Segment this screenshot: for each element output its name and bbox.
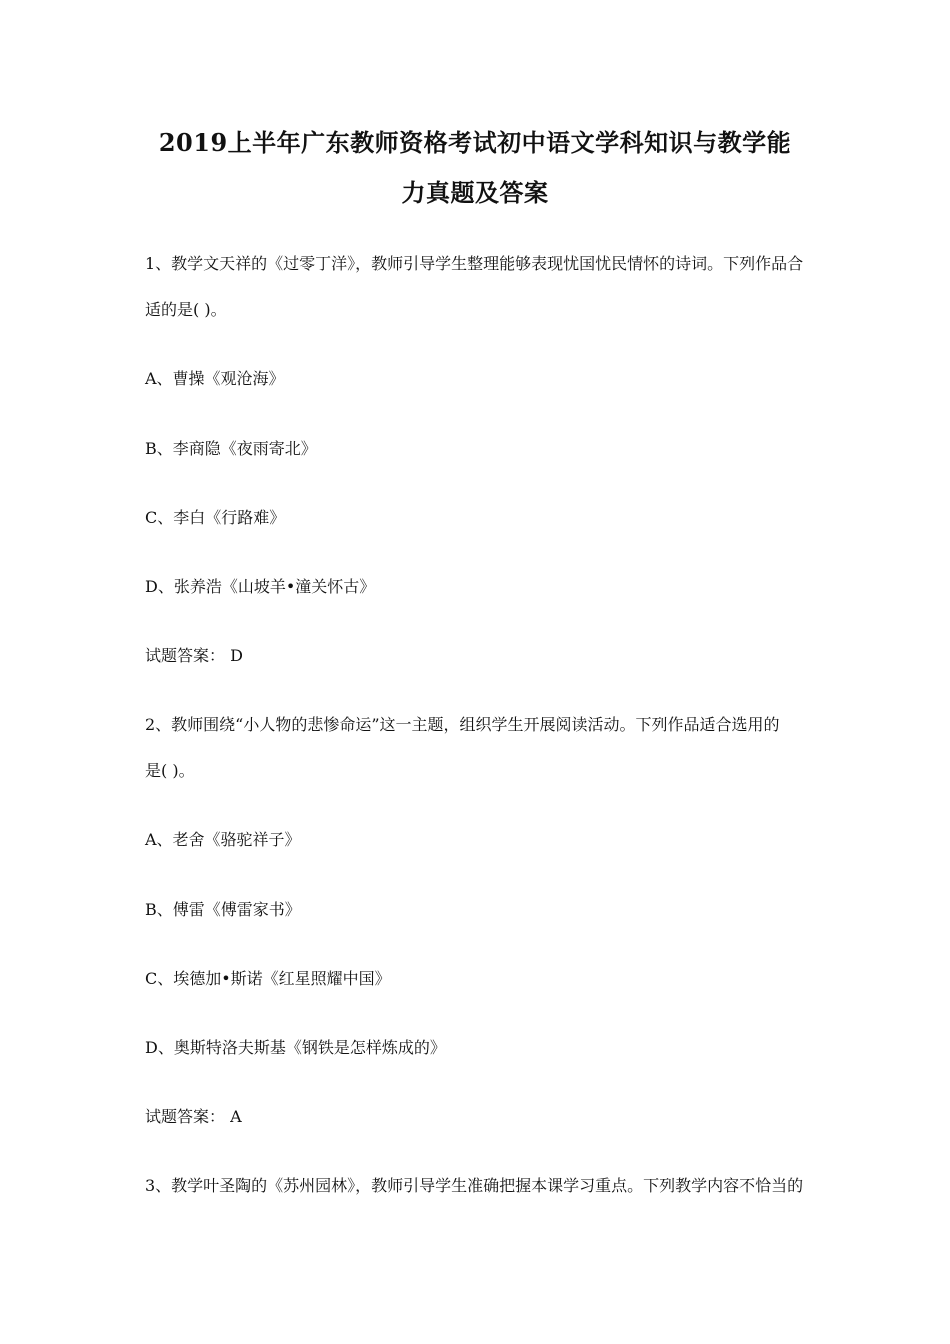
question-1-option-d: D、张养浩《山坡羊•潼关怀古》 bbox=[145, 577, 376, 596]
question-1-option-b: B、李商隐《夜雨寄北》 bbox=[145, 439, 317, 458]
question-2-option-b: B、傅雷《傅雷家书》 bbox=[145, 900, 301, 919]
question-1-answer: 试题答案： D bbox=[145, 646, 243, 665]
question-1-stem-line-1: 1、教学文天祥的《过零丁洋》，教师引导学生整理能够表现忧国忧民情怀的诗词。下列作品合 bbox=[145, 254, 804, 273]
question-1-option-c: C、李白《行路难》 bbox=[145, 508, 286, 527]
document-title-line-2: 力真题及答案 bbox=[401, 178, 549, 207]
question-2-option-a: A、老舍《骆驼祥子》 bbox=[145, 830, 301, 849]
question-2-option-d: D、奥斯特洛夫斯基《钢铁是怎样炼成的》 bbox=[145, 1038, 446, 1057]
question-2-answer: 试题答案： A bbox=[145, 1107, 242, 1126]
question-2-option-c: C、埃德加•斯诺《红星照耀中国》 bbox=[145, 969, 391, 988]
question-1-stem-line-2: 适的是( )。 bbox=[145, 300, 227, 319]
document-title-line-1: 2019上半年广东教师资格考试初中语文学科知识与教学能 bbox=[158, 128, 792, 157]
question-3-stem-line-1: 3、教学叶圣陶的《苏州园林》，教师引导学生准确把握本课学习重点。下列教学内容不恰当的 bbox=[145, 1176, 804, 1195]
question-1-option-a: A、曹操《观沧海》 bbox=[145, 369, 285, 388]
question-2-stem-line-1: 2、教师围绕“小人物的悲惨命运”这一主题，组织学生开展阅读活动。下列作品适合选用的 bbox=[145, 715, 780, 734]
question-2-stem-line-2: 是( )。 bbox=[145, 761, 195, 780]
